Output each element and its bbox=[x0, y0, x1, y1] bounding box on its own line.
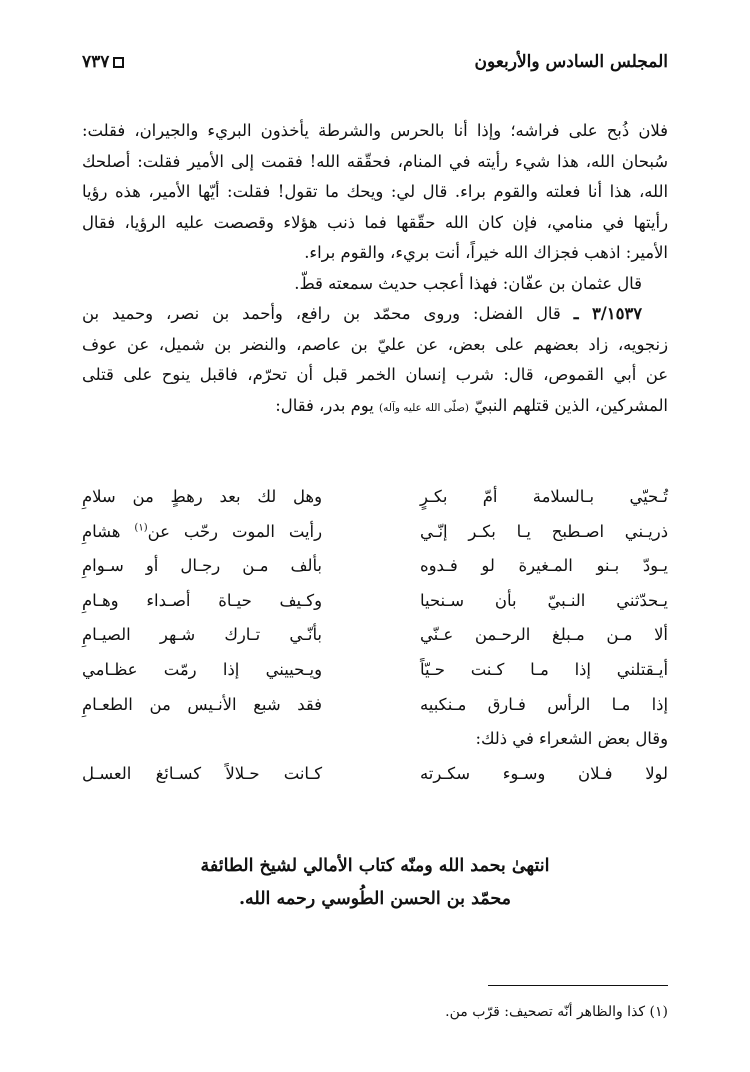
verse-row bbox=[82, 618, 668, 653]
verse-first-hemistich: يـحدّثني النـبيّ بأن سـنحيا bbox=[420, 590, 668, 610]
verse-row bbox=[82, 480, 668, 515]
verse-first-hemistich: يـودّ بـنو المـغيرة لو فـدوه bbox=[420, 556, 668, 576]
footnote: (١) كذا والظاهر أنّه تصحيف: قرّب من. bbox=[445, 1004, 668, 1020]
colophon-line: انتهىٰ بحمد الله ومنّه كتاب الأمالي لشيخ الطائفة bbox=[200, 856, 550, 876]
verse-second-hemistich bbox=[82, 515, 322, 550]
verse-second-hemistich: ويـحييني إذا رمّت عظـامي bbox=[82, 659, 322, 679]
prose-line: رأيتها في منامي، فإن كان الله حقّقها فما ذنب هؤلاء وقصصت عليه الرؤيا، فقال bbox=[82, 212, 668, 232]
prose-last-line bbox=[82, 391, 668, 422]
verse-second-hemistich: وهل لك بعد رهطٍ من سلامِ bbox=[82, 487, 322, 506]
square-ornament-icon bbox=[113, 57, 124, 68]
verse-second-hemistich: بأنّـي تـارك شـهر الصيـامِ bbox=[82, 625, 322, 645]
prose-fragment: يوم بدر، فقال: bbox=[275, 395, 374, 415]
prose-line: الأمير: اذهب فجزاك الله خيراً، أنت بريء، والقوم براء. bbox=[304, 243, 668, 262]
verse-intro: وقال بعض الشعراء في ذلك: bbox=[475, 729, 668, 749]
verse-second-hemistich: وكـيف حيـاة أصـداء وهـامِ bbox=[82, 590, 322, 610]
verse-first-hemistich: ذريـني اصـطبح يـا بكـر إنّـي bbox=[420, 521, 668, 541]
verse-text: هشامِ bbox=[82, 521, 121, 541]
prose-line: زنجويه، زاد بعضهم على بعض، عن عليّ بن عاصم، والنضر بن شميل، عن عوف bbox=[82, 334, 668, 354]
running-title: المجلس السادس والأربعون bbox=[474, 52, 668, 72]
prose-line: قال عثمان بن عفّان: فهذا أعجب حديث سمعته قطّ. bbox=[294, 273, 642, 293]
salawat-formula: (صلّى الله عليه وآله) bbox=[379, 401, 469, 414]
verse-second-hemistich: فقد شبع الأنـيس من الطعـامِ bbox=[82, 694, 322, 714]
prose-line: فلان ذُبح على فراشه؛ وإذا أنا بالحرس والشرطة يأخذون البريء والجيران، فقلت: bbox=[82, 121, 668, 140]
prose-line: عن أبي القموص، قال: شرب إنسان الخمر قبل أن تحرّم، فاقبل ينوح على قتلى bbox=[82, 365, 668, 384]
verse-first-hemistich: إذا مـا الرأس فـارق مـنكبيه bbox=[420, 694, 668, 714]
colophon bbox=[82, 850, 668, 916]
verse-row bbox=[82, 515, 668, 550]
footnote-reference: (١) bbox=[134, 522, 148, 534]
prose-line: الله، هذا أنا فعلته والقوم براء. قال لي: ويحك ما تقول! فقلت: أيّها الأمير، هذه رؤيا bbox=[82, 182, 668, 201]
verse-first-hemistich: ألا مـن مـبلغ الرحـمن عـنّي bbox=[420, 625, 668, 645]
hadith-number: ٣/١٥٣٧ ـ bbox=[573, 304, 643, 323]
poem bbox=[82, 480, 668, 791]
verse-second-hemistich: كـانت حـلالاً كسـائغ العسـل bbox=[82, 763, 322, 783]
prose-line: سُبحان الله، هذا شيء رأيته في المنام، فحقّقه الله! فقمت إلى الأمير فقلت: أصلحك bbox=[82, 151, 668, 171]
verse-text: رأيت الموت رحّب عن bbox=[147, 521, 322, 541]
hadith-first-line bbox=[82, 299, 668, 330]
colophon-line: محمّد بن الحسن الطُوسي رحمه الله. bbox=[238, 889, 512, 909]
page-header bbox=[82, 52, 668, 82]
verse-row bbox=[82, 549, 668, 584]
verse-row bbox=[82, 584, 668, 619]
prose-text bbox=[82, 116, 668, 421]
verse-first-hemistich: أيـقتلني إذا مـا كـنت حـيّاً bbox=[420, 659, 668, 679]
page-number bbox=[82, 52, 124, 72]
hadith-text: قال الفضل: وروى محمّد بن رافع، وأحمد بن نصر، وحميد بن bbox=[82, 304, 561, 323]
verse-second-hemistich: بألف مـن رجـال أو سـوامِ bbox=[82, 556, 322, 576]
verse-first-hemistich: لولا فـلان وسـوء سكـرته bbox=[420, 763, 668, 783]
footnote-divider bbox=[488, 985, 668, 986]
verse-row bbox=[82, 757, 668, 792]
verse-first-hemistich: تُـحيّي بـالسلامة أمّ بكـرٍ bbox=[420, 487, 668, 506]
verse-row bbox=[82, 688, 668, 723]
prose-fragment: المشركين، الذين قتلهم النبيّ bbox=[474, 395, 668, 415]
verse-row bbox=[82, 653, 668, 688]
page-number-text: ٧٣٧ bbox=[82, 52, 110, 72]
